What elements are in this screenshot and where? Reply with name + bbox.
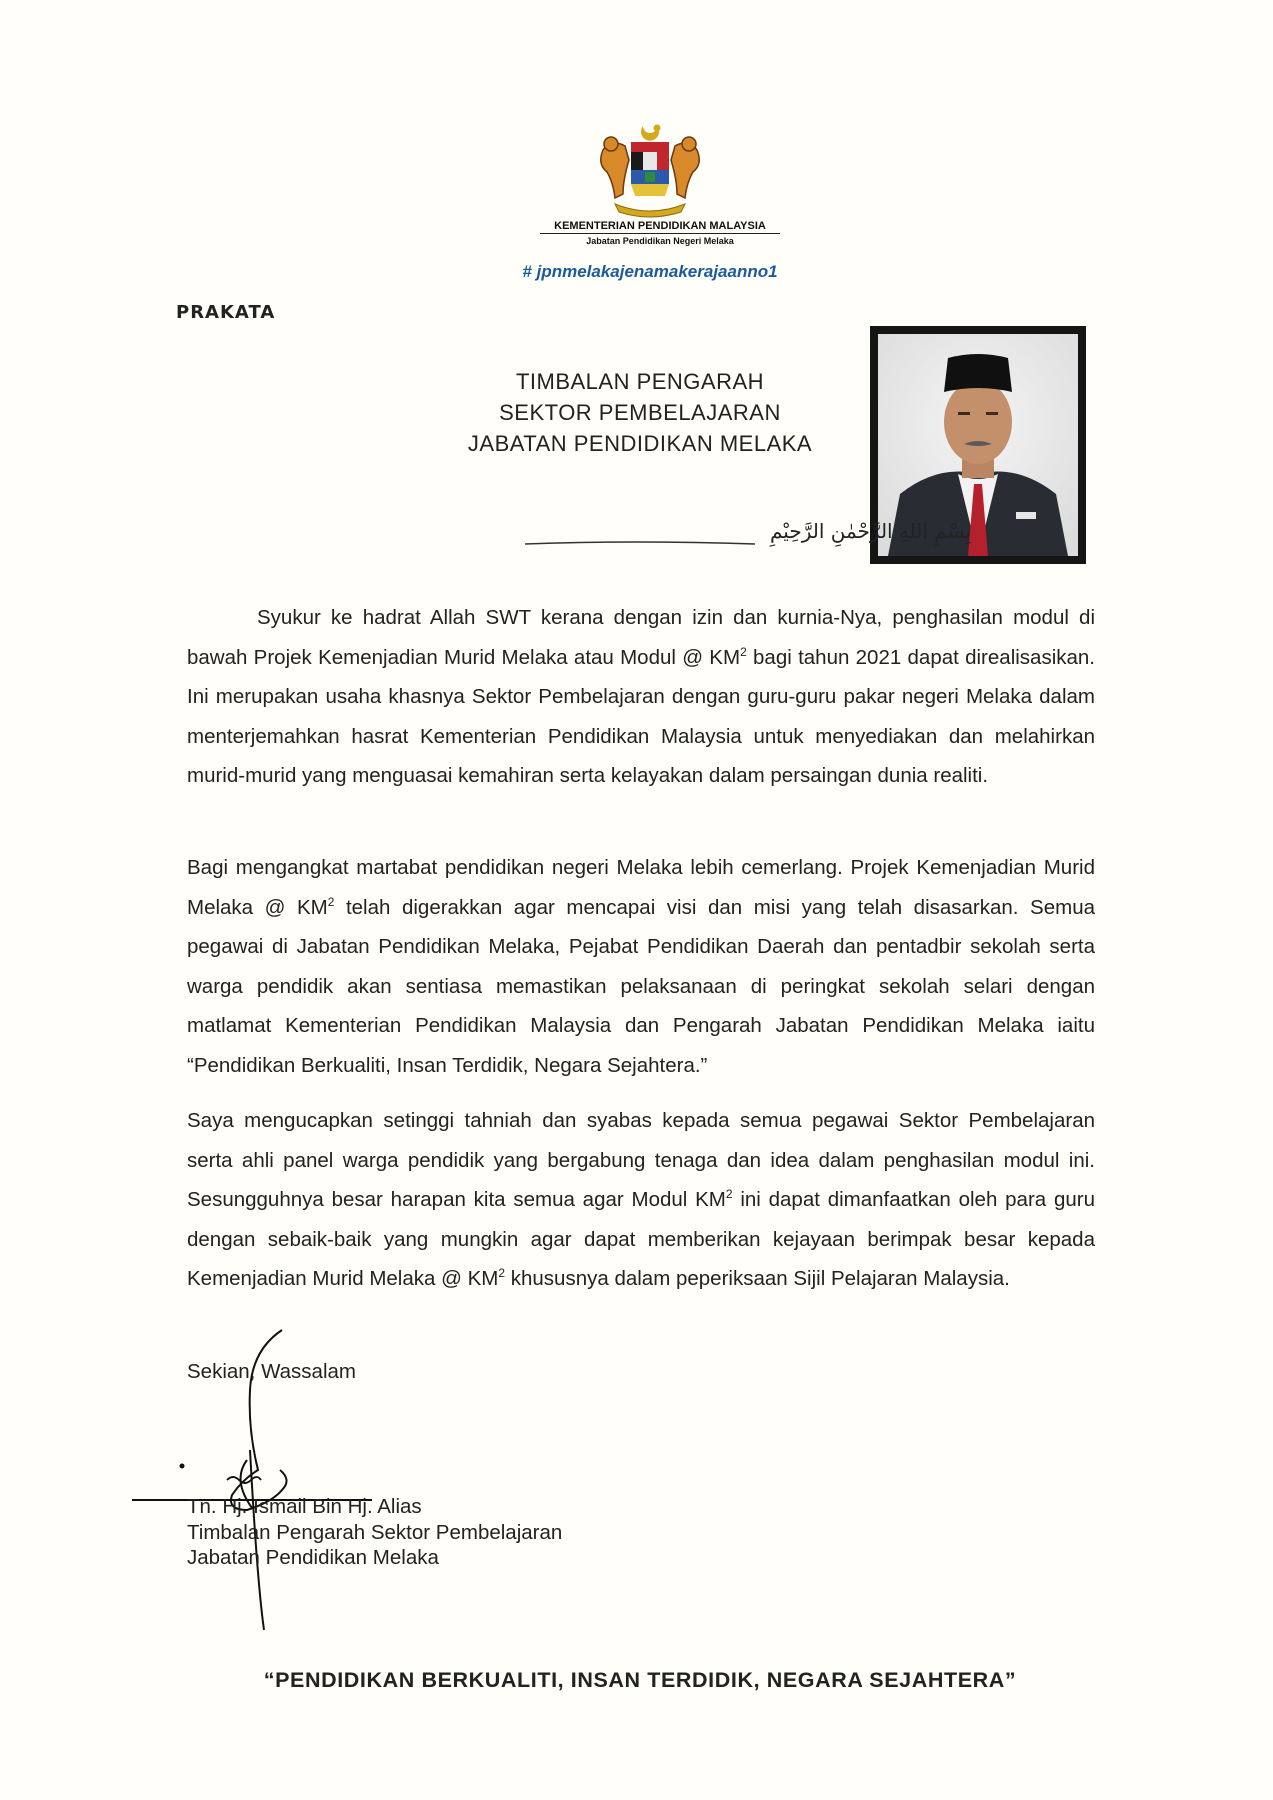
superscript: 2 [740,644,747,659]
bismillah-calligraphy [515,500,972,560]
signature [132,1330,392,1630]
ministry-rule [540,233,780,234]
title-line-3: JABATAN PENDIDIKAN MELAKA [467,431,813,456]
title-line-2: SEKTOR PEMBELAJARAN [499,400,781,425]
paragraph-3-text-c: khususnya dalam peperiksaan Sijil Pelajaran Malaysia. [505,1267,1010,1290]
hashtag: # jpnmelakajenamakerajaanno1 [522,262,778,281]
superscript: 2 [327,894,335,909]
paragraph-3-text-a: Saya mengucapkan setinggi tahniah dan syabas kepada semua pegawai Sektor Pembelajaran serta ahli panel warga pendidik yang bergabung tenaga dan idea dalam penghasilan modul ini. Sesungguhnya besar harapan kita semua agar Modul KM [187,1109,1095,1211]
paragraph-2-text-b: telah digerakkan agar mencapai visi dan misi yang telah disasarkan. Semua pegawai di Jabatan Pendidikan Melaka, Pejabat Pendidikan Daerah dan pentadbir sekolah serta warga pendidik akan sentiasa memastikan pelaksanaan di peringkat sekolah selari dengan matlamat Kementerian Pendidikan Malaysia dan Pengarah Jabatan Pendidikan Melaka iaitu “Pendidikan Berkualiti, Insan Terdidik, Negara Sejahtera.” [187,895,1095,1077]
bismillah-text: بِسْمِ اللهِ الرَّحْمٰنِ الرَّحِيْمِ [770,519,972,543]
closing-salutation: Sekian, Wassalam [187,1360,356,1383]
superscript: 2 [498,1266,506,1281]
paragraph-3 [187,1101,1095,1299]
paragraph-1-text-b: bagi tahun 2021 dapat direalisasikan. Ini merupakan usaha khasnya Sektor Pembelajaran dengan guru-guru pakar negeri Melaka dalam menterjemahkan hasrat Kementerian Pendidikan Malaysia untuk menyediakan dan melahirkan murid-murid yang menguasai kemahiran serta kelayakan dalam persaingan dunia realiti. [187,645,1096,787]
paragraph-1-text-a: Syukur ke hadrat Allah SWT kerana dengan izin dan kurnia-Nya, penghasilan modul di bawah Projek Kemenjadian Murid Melaka atau Modul @ KM [187,606,1095,669]
motto: “PENDIDIKAN BERKUALITI, INSAN TERDIDIK, NEGARA SEJAHTERA” [263,1668,1017,1692]
title-line-1: TIMBALAN PENGARAH [515,369,765,394]
paragraph-2-text-a: Bagi mengangkat martabat pendidikan negeri Melaka lebih cemerlang. Projek Kemenjadian Murid Melaka @ KM [187,856,1095,919]
signatory-title: Timbalan Pengarah Sektor Pembelajaran [187,1520,563,1544]
superscript: 2 [725,1187,733,1202]
section-label: PRAKATA [176,302,276,323]
page-title [380,366,900,459]
signatory-block [187,1494,562,1571]
signatory-org: Jabatan Pendidikan Melaka [187,1546,439,1569]
ministry-name: KEMENTERIAN PENDIDIKAN MALAYSIA [554,220,766,232]
coat-of-arms-icon [585,120,715,220]
department-name: Jabatan Pendidikan Negeri Melaka [586,236,734,246]
paragraph-2 [187,848,1095,1085]
signatory-name: Tn. Hj. Ismail Bin Hj. Alias [187,1495,422,1518]
ministry-header [540,220,780,246]
paragraph-1 [187,598,1095,796]
paragraph-3-text-b: ini dapat dimanfaatkan oleh para guru dengan sebaik-baik yang mungkin agar dapat memberikan kejayaan berimpak besar kepada Kemenjadian Murid Melaka @ KM [187,1188,1095,1290]
